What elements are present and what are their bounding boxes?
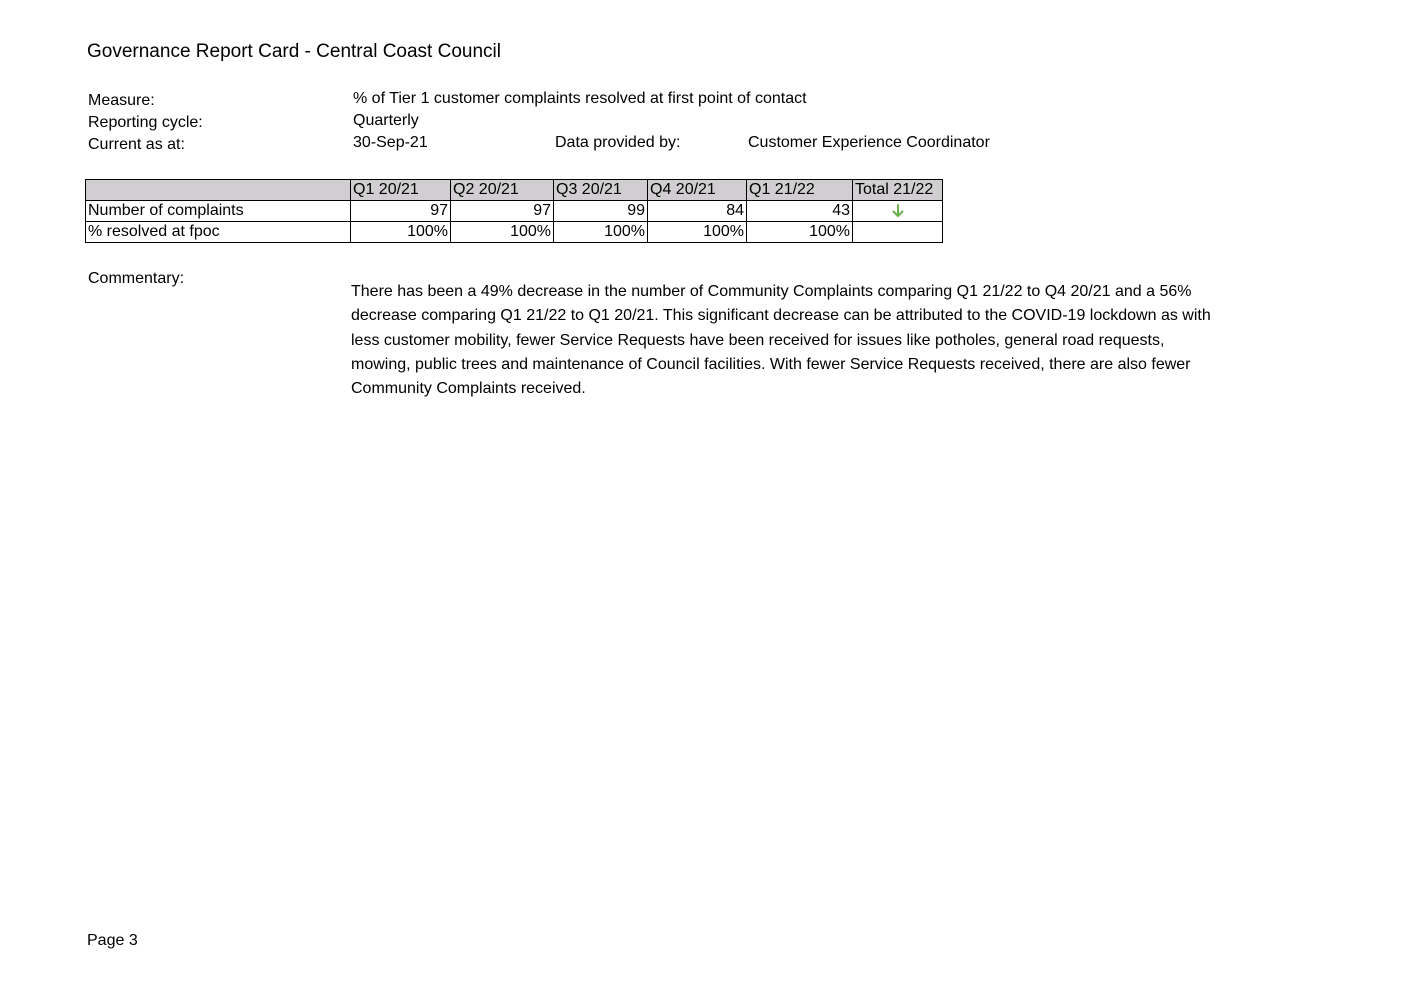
- commentary-text: There has been a 49% decrease in the number of Community Complaints comparing Q1 21/22 to Q4 20/21 and a 56% decrease comparing Q1 21/22 to Q1 20/21. This significant decrease can be attributed to the COVID-19 lockdown as with less customer mobility, fewer Service Requests have been received for issues like potholes, general road requests, mowing, public trees and maintenance of Council facilities. With fewer Service Requests received, there are also fewer Community Complaints received.: [351, 283, 1211, 398]
- table-cell: 99: [554, 201, 648, 222]
- data-provided-by-value: Customer Experience Coordinator: [748, 134, 990, 151]
- row-label: Number of complaints: [86, 201, 351, 222]
- reporting-cycle-label: Reporting cycle:: [88, 114, 203, 131]
- trend-cell: [853, 201, 943, 222]
- table-header-row: [86, 180, 943, 201]
- table-row: [86, 201, 943, 222]
- table-cell: 100%: [351, 222, 451, 243]
- table-cell: 84: [648, 201, 747, 222]
- column-header: Q1 21/22: [747, 180, 853, 201]
- column-header: Q4 20/21: [648, 180, 747, 201]
- arrow-down-icon: [891, 204, 905, 218]
- measure-label: Measure:: [88, 92, 155, 109]
- column-header: Q1 20/21: [351, 180, 451, 201]
- table-cell: 100%: [554, 222, 648, 243]
- column-header: Q2 20/21: [451, 180, 554, 201]
- commentary-label: Commentary:: [88, 270, 185, 287]
- table-cell: 97: [451, 201, 554, 222]
- measure-value: % of Tier 1 customer complaints resolved at first point of contact: [353, 90, 807, 107]
- table-cell: 97: [351, 201, 451, 222]
- reporting-cycle-value: Quarterly: [353, 112, 419, 129]
- table-cell: 43: [747, 201, 853, 222]
- table-row: [86, 222, 943, 243]
- table-cell: 100%: [451, 222, 554, 243]
- table-cell: 100%: [648, 222, 747, 243]
- row-label: % resolved at fpoc: [86, 222, 351, 243]
- table-cell: 100%: [747, 222, 853, 243]
- header-blank-cell: [86, 180, 351, 201]
- data-provided-by-label: Data provided by:: [555, 134, 681, 151]
- column-header: Total 21/22: [853, 180, 943, 201]
- current-as-at-value: 30-Sep-21: [353, 134, 428, 151]
- current-as-at-label: Current as at:: [88, 136, 185, 153]
- page-title: Governance Report Card - Central Coast Council: [87, 41, 501, 62]
- page-number: Page 3: [87, 932, 138, 949]
- complaints-table: [85, 179, 943, 243]
- table-cell: [853, 222, 943, 243]
- column-header: Q3 20/21: [554, 180, 648, 201]
